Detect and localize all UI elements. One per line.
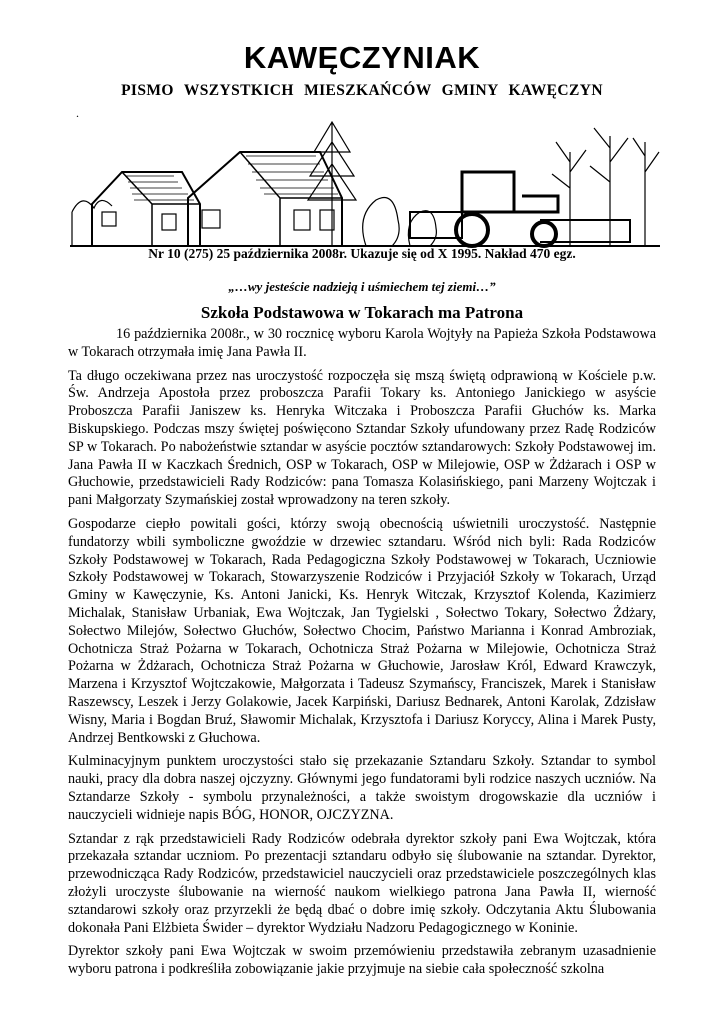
article-paragraph: Dyrektor szkoły pani Ewa Wojtczak w swoim przemówieniu przedstawiła zebranym uzasadnienie wyboru patrona i podkreśliła zobowiązanie jakie przyjmuje na siebie cała społeczność szkolna [68,943,656,978]
article-paragraph: 16 października 2008r., w 30 rocznicę wyboru Karola Wojtyły na Papieża Szkoła Podstawowa w Tokarach otrzymała imię Jana Pawła II. [68,326,656,360]
article-paragraph: Sztandar z rąk przedstawicieli Rady Rodziców odebrała dyrektor szkoły pani Ewa Wojtczak, która przekazała sztandar uczniom. Po prezentacji sztandaru odbyło się ślubowanie na sztandar. Dyrektor, przewodnicząca Rady Rodziców, przedstawiciel nauczycieli oraz przedstawiciele poszczególnych klas złożyli uroczyste ślubowanie na wierność naukom wielkiego patrona Jana Pawła II, wierność sztandarowi szkoły oraz przyrzekli że będą dbać o dobre imię szkoły. Odczytania Aktu Ślubowania dokonała Pani Elżbieta Świder – dyrektor Wydziału Nadzoru Pedagogicznego w Koninie. [68,830,656,936]
article-title: Szkoła Podstawowa w Tokarach ma Patrona [200,303,524,322]
motto: „…wy jesteście nadzieją i uśmiechem tej ziemi…” [228,279,496,294]
masthead-subtitle: PISMO WSZYSTKICH MIESZKAŃCÓW GMINY KAWĘCZYN [121,82,603,99]
masthead-title: KAWĘCZYNIAK [243,40,481,75]
article-paragraph: Kulminacyjnym punktem uroczystości stało się przekazanie Sztandaru Szkoły. Sztandar to symbol nauki, pracy dla dobra naszej ojczyzny. Głównymi jego fundatorami byli rodzice naszych uczniów. Na Sztandarze Szkoły - symbolu przynależności, a także swoistym drogowskazie dla uczniów i nauczycieli widnieje napis BÓG, HONOR, OJCZYZNA. [68,753,656,823]
article-body [68,326,656,985]
masthead-dot: . [76,106,79,120]
article-paragraph: Gospodarze ciepło powitali gości, którzy swoją obecnością uświetnili uroczystość. Następnie fundatorzy wbili symboliczne gwoździe w drzewiec sztandaru. Wśród nich byli: Rada Rodziców Szkoły Podstawowej w Tokarach, Rada Pedagogiczna Szkoły Podstawowej w Tokarach, Uczniowie Szkoły Podstawowej w Tokarach, Stowarzyszenie Rodziców i Przyjaciół Szkoły w Tokarach, Urząd Gminy w Kawęczynie, Ks. Antoni Janicki, Ks. Henryk Witczak, Krzysztof Kolenda, Kazimierz Michalak, Stanisław Urbaniak, Ewa Wojtczak, Jan Tygielski , Sołectwo Tokary, Sołectwo Żdżary, Sołectwo Milejów, Sołectwo Głuchów, Sołectwo Chocim, Państwo Marianna i Konrad Ambroziak, Ochotnicza Straż Pożarna w Tokarach, Ochotnicza Straż Pożarna w Milejowie, Ochotnicza Straż Pożarna w Żdżarach, Ochotnicza Straż Pożarna w Głuchowie, Jarosław Król, Edward Krawczyk, Marzena i Krzysztof Wojtczakowie, Małgorzata i Tadeusz Szymańscy, Franciszek, Marek i Stanisław Raszewscy, Leszek i Jerzy Golakowie, Jacek Karpiński, Dariusz Bednarek, Antoni Karolak, Zdzisław Wisny, Maria i Bogdan Bruź, Sławomir Michalak, Krzysztofa i Dariusz Koryccy, Alina i Marek Pusty, Andrzej Bentkowski z Głuchowa. [68,515,656,746]
article-paragraph: Ta długo oczekiwana przez nas uroczystość rozpoczęła się mszą świętą odprawioną w Kościele p.w. Św. Andrzeja Apostoła przez proboszcza Parafii Tokary ks. Antoniego Janickiego w asyście Proboszcza Parafii Janiszew ks. Henryka Witczaka i Proboszcza Parafii Głuchów ks. Marka Biskupskiego. Podczas mszy świętej poświęcono Sztandar Szkoły ufundowany przez Radę Rodziców SP w Tokarach. Po nabożeństwie sztandar w asyście pocztów sztandarowych: Szkoły Podstawowej im. Jana Pawła II w Kaczkach Średnich, OSP w Tokarach, OSP w Milejowie, OSP w Żdżarach i OSP w Głuchowie, przedstawicieli Rady Rodziców: pana Tomasza Kolasińskiego, pani Marzeny Wojtczak i pani Małgorzaty Szymańskiej został wprowadzony na teren szkoły. [68,367,656,509]
village-illustration [70,112,660,252]
issue-line: Nr 10 (275) 25 października 2008r. Ukazuje się od X 1995. Nakład 470 egz. [148,246,576,261]
